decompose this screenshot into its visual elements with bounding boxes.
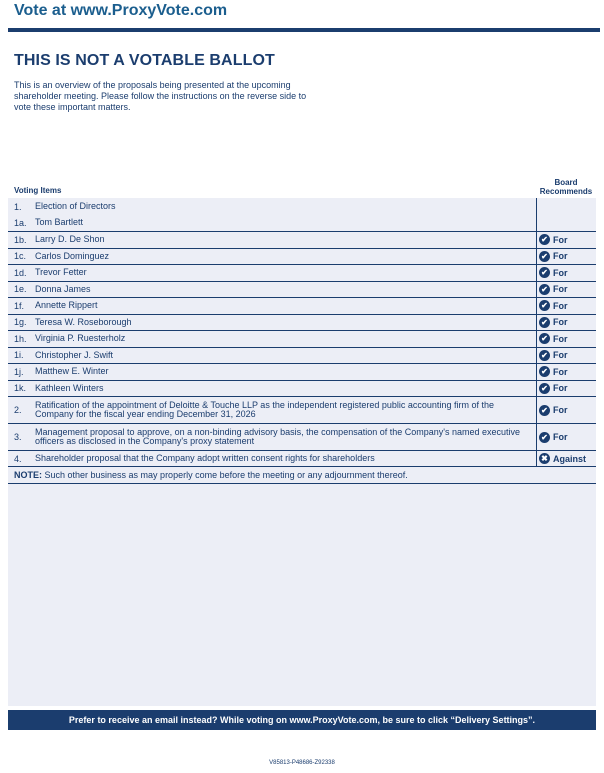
recommendation-label: For (553, 317, 568, 328)
board-recommendation (536, 424, 596, 450)
item-text: Shareholder proposal that the Company adopt written consent rights for shareholders (35, 452, 375, 463)
item-text: Kathleen Winters (35, 382, 104, 393)
board-recommendation (536, 232, 596, 248)
board-recommendation (536, 198, 596, 215)
item-number: 1k. (14, 383, 27, 394)
item-number: 1c. (14, 251, 27, 262)
item-number: 1f. (14, 300, 25, 311)
item-number: 2. (14, 405, 22, 415)
recommendation-label: For (553, 366, 568, 377)
item-number: 1i. (14, 350, 24, 361)
item-number: 1a. (14, 218, 27, 228)
check-icon: ✔ (539, 333, 550, 344)
item-text: Christopher J. Swift (35, 349, 114, 360)
item-text: Annette Rippert (35, 300, 98, 310)
check-icon: ✔ (539, 432, 550, 443)
item-text: Management proposal to approve, on a non-binding advisory basis, the compensation of the Company's named executive officers as disclosed in the Company's proxy statement (35, 426, 521, 446)
table-row (8, 397, 596, 424)
item-text: Ratification of the appointment of Deloitte & Touche LLP as the independent registered public accounting firm of the Company for the fiscal year ending December 31, 2026 (35, 399, 494, 419)
table-row (8, 364, 596, 381)
item-text: Teresa W. Roseborough (35, 316, 132, 327)
check-icon: ✔ (539, 251, 550, 262)
table-row (8, 451, 596, 467)
item-text: Donna James (35, 283, 91, 294)
table-row (8, 215, 596, 232)
board-recommendation (536, 331, 596, 347)
check-icon: ✔ (539, 405, 550, 416)
recommendation-label: For (553, 405, 568, 415)
table-row (8, 198, 596, 215)
board-recommendation (536, 298, 596, 314)
check-icon: ✔ (539, 284, 550, 295)
board-recommendation (536, 215, 596, 231)
check-icon: ✔ (539, 383, 550, 394)
table-row (8, 348, 596, 365)
board-recommendation (536, 282, 596, 298)
item-text: Tom Bartlett (35, 217, 84, 228)
table-row (8, 424, 596, 451)
recommendation-label: For (553, 383, 568, 394)
board-recommendation (536, 451, 596, 466)
recommendation-label: For (553, 350, 568, 361)
board-recommends-header: Board Recommends (539, 178, 593, 196)
board-recommendation (536, 364, 596, 380)
delivery-settings-banner: Prefer to receive an email instead? While voting on www.ProxyVote.com, be sure to click “Delivery Settings”. (8, 710, 596, 730)
check-icon: ✔ (539, 366, 550, 377)
board-recommendation (536, 265, 596, 281)
recommendation-label: For (553, 300, 568, 311)
item-text: Matthew E. Winter (35, 366, 109, 376)
voting-items-table (8, 198, 596, 484)
item-text: Trevor Fetter (35, 267, 87, 277)
table-row (8, 249, 596, 266)
item-number: 1j. (14, 366, 24, 377)
recommendation-label: For (553, 267, 568, 278)
check-icon: ✔ (539, 350, 550, 361)
item-number: 1h. (14, 333, 27, 344)
check-icon: ✔ (539, 234, 550, 245)
check-icon: ✔ (539, 267, 550, 278)
job-code: V85813-P48686-Z92338 (269, 760, 335, 766)
item-text: Carlos Dominguez (35, 250, 110, 261)
item-number: 3. (14, 432, 22, 442)
table-row (8, 381, 596, 398)
page-heading: THIS IS NOT A VOTABLE BALLOT (14, 52, 275, 69)
item-text: Virginia P. Ruesterholz (35, 333, 126, 343)
table-row (8, 315, 596, 332)
table-row (8, 298, 596, 315)
recommendation-label: For (553, 234, 568, 245)
note-label: NOTE: (14, 470, 42, 480)
check-icon: ✔ (539, 317, 550, 328)
note-row (8, 467, 596, 484)
item-number: 1g. (14, 317, 27, 328)
item-number: 1. (14, 201, 22, 212)
item-text: Election of Directors (35, 200, 116, 211)
recommendation-label: For (553, 432, 568, 442)
board-recommendation (536, 249, 596, 265)
item-number: 1b. (14, 234, 27, 245)
recommendation-label: For (553, 284, 568, 295)
header-divider (8, 28, 600, 32)
board-recommendation (536, 381, 596, 397)
table-row (8, 282, 596, 299)
voting-items-header: Voting Items (14, 186, 62, 195)
item-number: 1e. (14, 284, 27, 295)
board-recommendation (536, 348, 596, 364)
vote-site-title: Vote at www.ProxyVote.com (14, 2, 228, 19)
item-number: 4. (14, 453, 22, 464)
recommendation-label: For (553, 251, 568, 262)
board-recommendation (536, 397, 596, 423)
table-row (8, 265, 596, 282)
table-row (8, 232, 596, 249)
x-icon: ✖ (539, 453, 550, 464)
check-icon: ✔ (539, 300, 550, 311)
note-text: Such other business as may properly come before the meeting or any adjournment thereof. (42, 470, 408, 480)
item-number: 1d. (14, 267, 27, 278)
board-recommendation (536, 315, 596, 331)
intro-text: This is an overview of the proposals being presented at the upcoming shareholder meeting. Please follow the instructions on the reverse side to vote these important matters. (14, 80, 307, 112)
table-row (8, 331, 596, 348)
recommendation-label: For (553, 333, 568, 344)
item-text: Larry D. De Shon (35, 234, 105, 244)
recommendation-label: Against (553, 453, 587, 464)
